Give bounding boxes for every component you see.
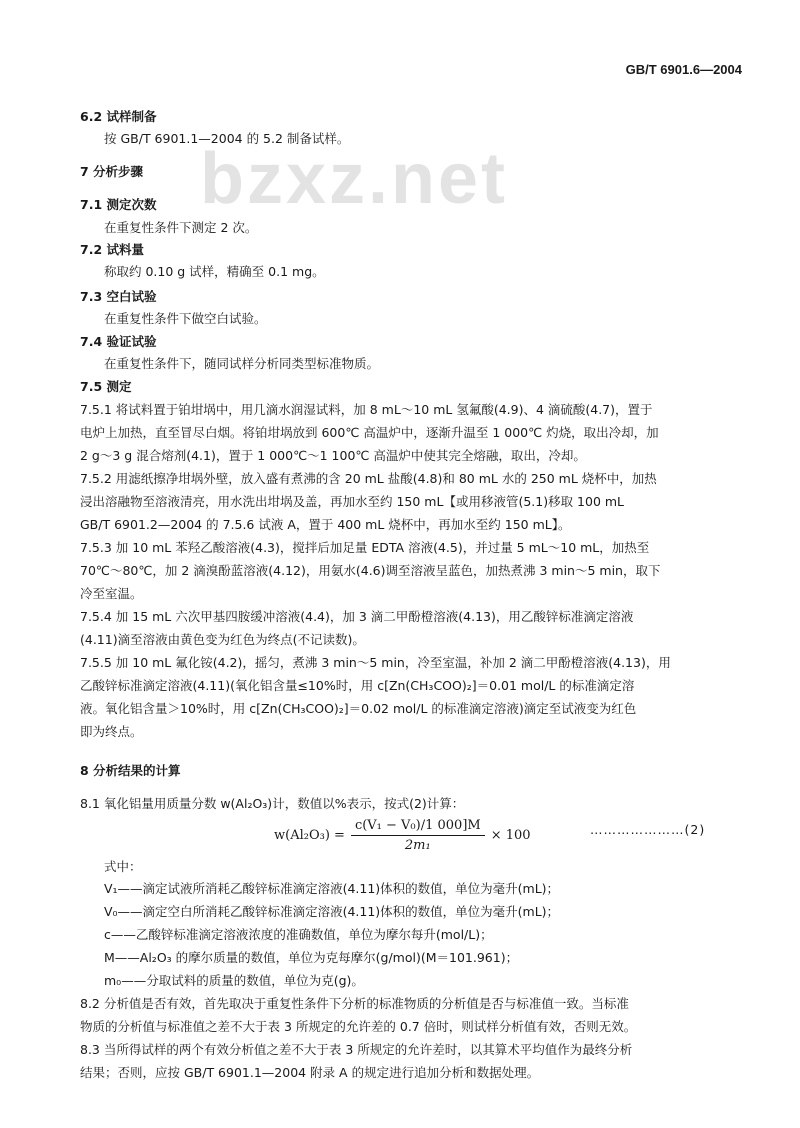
text-line: (4.11)滴至溶液由黄色变为红色为终点(不记读数)。	[80, 632, 365, 647]
standard-number-header: GB/T 6901.6—2004	[625, 62, 742, 77]
section-heading: 7.1 测定次数	[80, 197, 157, 212]
text-line: GB/T 6901.2—2004 的 7.5.6 试液 A，置于 400 mL 烧杯中，再加水至约 150 mL】。	[80, 517, 571, 532]
text-line: 乙酸锌标准滴定溶液(4.11)(氧化铝含量≤10%时，用 c[Zn(CH₃COO)₂]＝0.01 mol/L 的标准滴定溶	[80, 678, 635, 693]
text-line: 物质的分析值与标准值之差不大于表 3 所规定的允许差的 0.7 倍时，则试样分析值有效，否则无效。	[80, 1019, 637, 1034]
text-line: m₀——分取试料的质量的数值，单位为克(g)。	[104, 973, 364, 988]
text-line: 式中：	[104, 859, 142, 874]
section-heading: 7.3 空白试验	[80, 289, 157, 304]
text-line: 8.1 氧化铝量用质量分数 w(Al₂O₃)计，数值以%表示，按式(2)计算：	[80, 796, 465, 811]
text-line: 在重复性条件下，随同试样分析同类型标准物质。	[104, 356, 380, 371]
formula-number: …………………(2)	[590, 822, 706, 837]
formula-lhs: w(Al₂O₃) =	[274, 827, 345, 843]
formula-numerator: c(V₁ − V₀)/1 000]M	[351, 818, 485, 836]
text-line: 即为终点。	[80, 724, 143, 739]
text-line: 70℃～80℃，加 2 滴溴酚蓝溶液(4.12)，用氨水(4.6)调至溶液呈蓝色，加热煮沸 3 min～5 min，取下	[80, 563, 661, 578]
text-line: 7.5.4 加 15 mL 六次甲基四胺缓冲溶液(4.4)，加 3 滴二甲酚橙溶液(4.13)，用乙酸锌标准滴定溶液	[80, 609, 634, 624]
text-line: 7.5.1 将试料置于铂坩埚中，用几滴水润湿试料，加 8 mL～10 mL 氢氟酸(4.9)、4 滴硫酸(4.7)，置于	[80, 402, 653, 417]
section-heading: 7.5 测定	[80, 379, 132, 394]
section-heading: 8 分析结果的计算	[80, 763, 181, 778]
text-line: V₀——滴定空白所消耗乙酸锌标准滴定溶液(4.11)体积的数值，单位为毫升(mL)；	[104, 904, 560, 919]
section-heading: 7.4 验证试验	[80, 334, 157, 349]
watermark: bzxz.net	[200, 139, 509, 219]
text-line: 7.5.2 用滤纸擦净坩埚外壁，放入盛有煮沸的含 20 mL 盐酸(4.8)和 80 mL 水的 250 mL 烧杯中，加热	[80, 471, 657, 486]
text-line: 电炉上加热，直至冒尽白烟。将铂坩埚放到 600℃ 高温炉中，逐渐升温至 1 000℃ 灼烧，取出冷却，加	[80, 425, 659, 440]
text-line: 8.3 当所得试样的两个有效分析值之差不大于表 3 所规定的允许差时，以其算术平均值作为最终分析	[80, 1042, 633, 1057]
text-line: M——Al₂O₃ 的摩尔质量的数值，单位为克每摩尔(g/mol)(M＝101.961)；	[104, 950, 519, 965]
text-line: 在重复性条件下测定 2 次。	[104, 220, 258, 235]
formula-2	[274, 815, 531, 855]
text-line: 7.5.5 加 10 mL 氟化铵(4.2)，摇匀，煮沸 3 min～5 min，冷至室温，补加 2 滴二甲酚橙溶液(4.13)，用	[80, 655, 671, 670]
section-heading: 6.2 试样制备	[80, 109, 157, 124]
formula-fraction	[351, 818, 485, 853]
section-heading: 7 分析步骤	[80, 164, 144, 179]
text-line: 结果；否则，应按 GB/T 6901.1—2004 附录 A 的规定进行追加分析和数据处理。	[80, 1065, 540, 1080]
text-line: 按 GB/T 6901.1—2004 的 5.2 制备试样。	[104, 131, 350, 146]
text-line: 8.2 分析值是否有效，首先取决于重复性条件下分析的标准物质的分析值是否与标准值一致。当标准	[80, 996, 629, 1011]
text-line: 冷至室温。	[80, 586, 143, 601]
text-line: 浸出溶融物至溶液清亮，用水洗出坩埚及盖，再加水至约 150 mL【或用移液管(5.1)移取 100 mL	[80, 494, 625, 509]
text-line: 2 g～3 g 混合熔剂(4.1)，置于 1 000℃～1 100℃ 高温炉中使其完全熔融，取出，冷却。	[80, 448, 586, 463]
section-heading: 7.2 试料量	[80, 242, 144, 257]
formula-denominator: 2m₁	[404, 837, 431, 853]
text-line: 在重复性条件下做空白试验。	[104, 311, 267, 326]
text-line: 液。氧化铝含量＞10%时，用 c[Zn(CH₃COO)₂]＝0.02 mol/L 的标准滴定溶液)滴定至试液变为红色	[80, 701, 637, 716]
text-line: 7.5.3 加 10 mL 苯羟乙酸溶液(4.3)，搅拌后加足量 EDTA 溶液(4.5)，并过量 5 mL～10 mL，加热至	[80, 540, 650, 555]
formula-tail: × 100	[490, 827, 531, 843]
text-line: 称取约 0.10 g 试样，精确至 0.1 mg。	[104, 264, 325, 279]
text-line: V₁——滴定试液所消耗乙酸锌标准滴定溶液(4.11)体积的数值，单位为毫升(mL)；	[104, 881, 560, 896]
text-line: c——乙酸锌标准滴定溶液浓度的准确数值，单位为摩尔每升(mol/L)；	[104, 927, 493, 942]
